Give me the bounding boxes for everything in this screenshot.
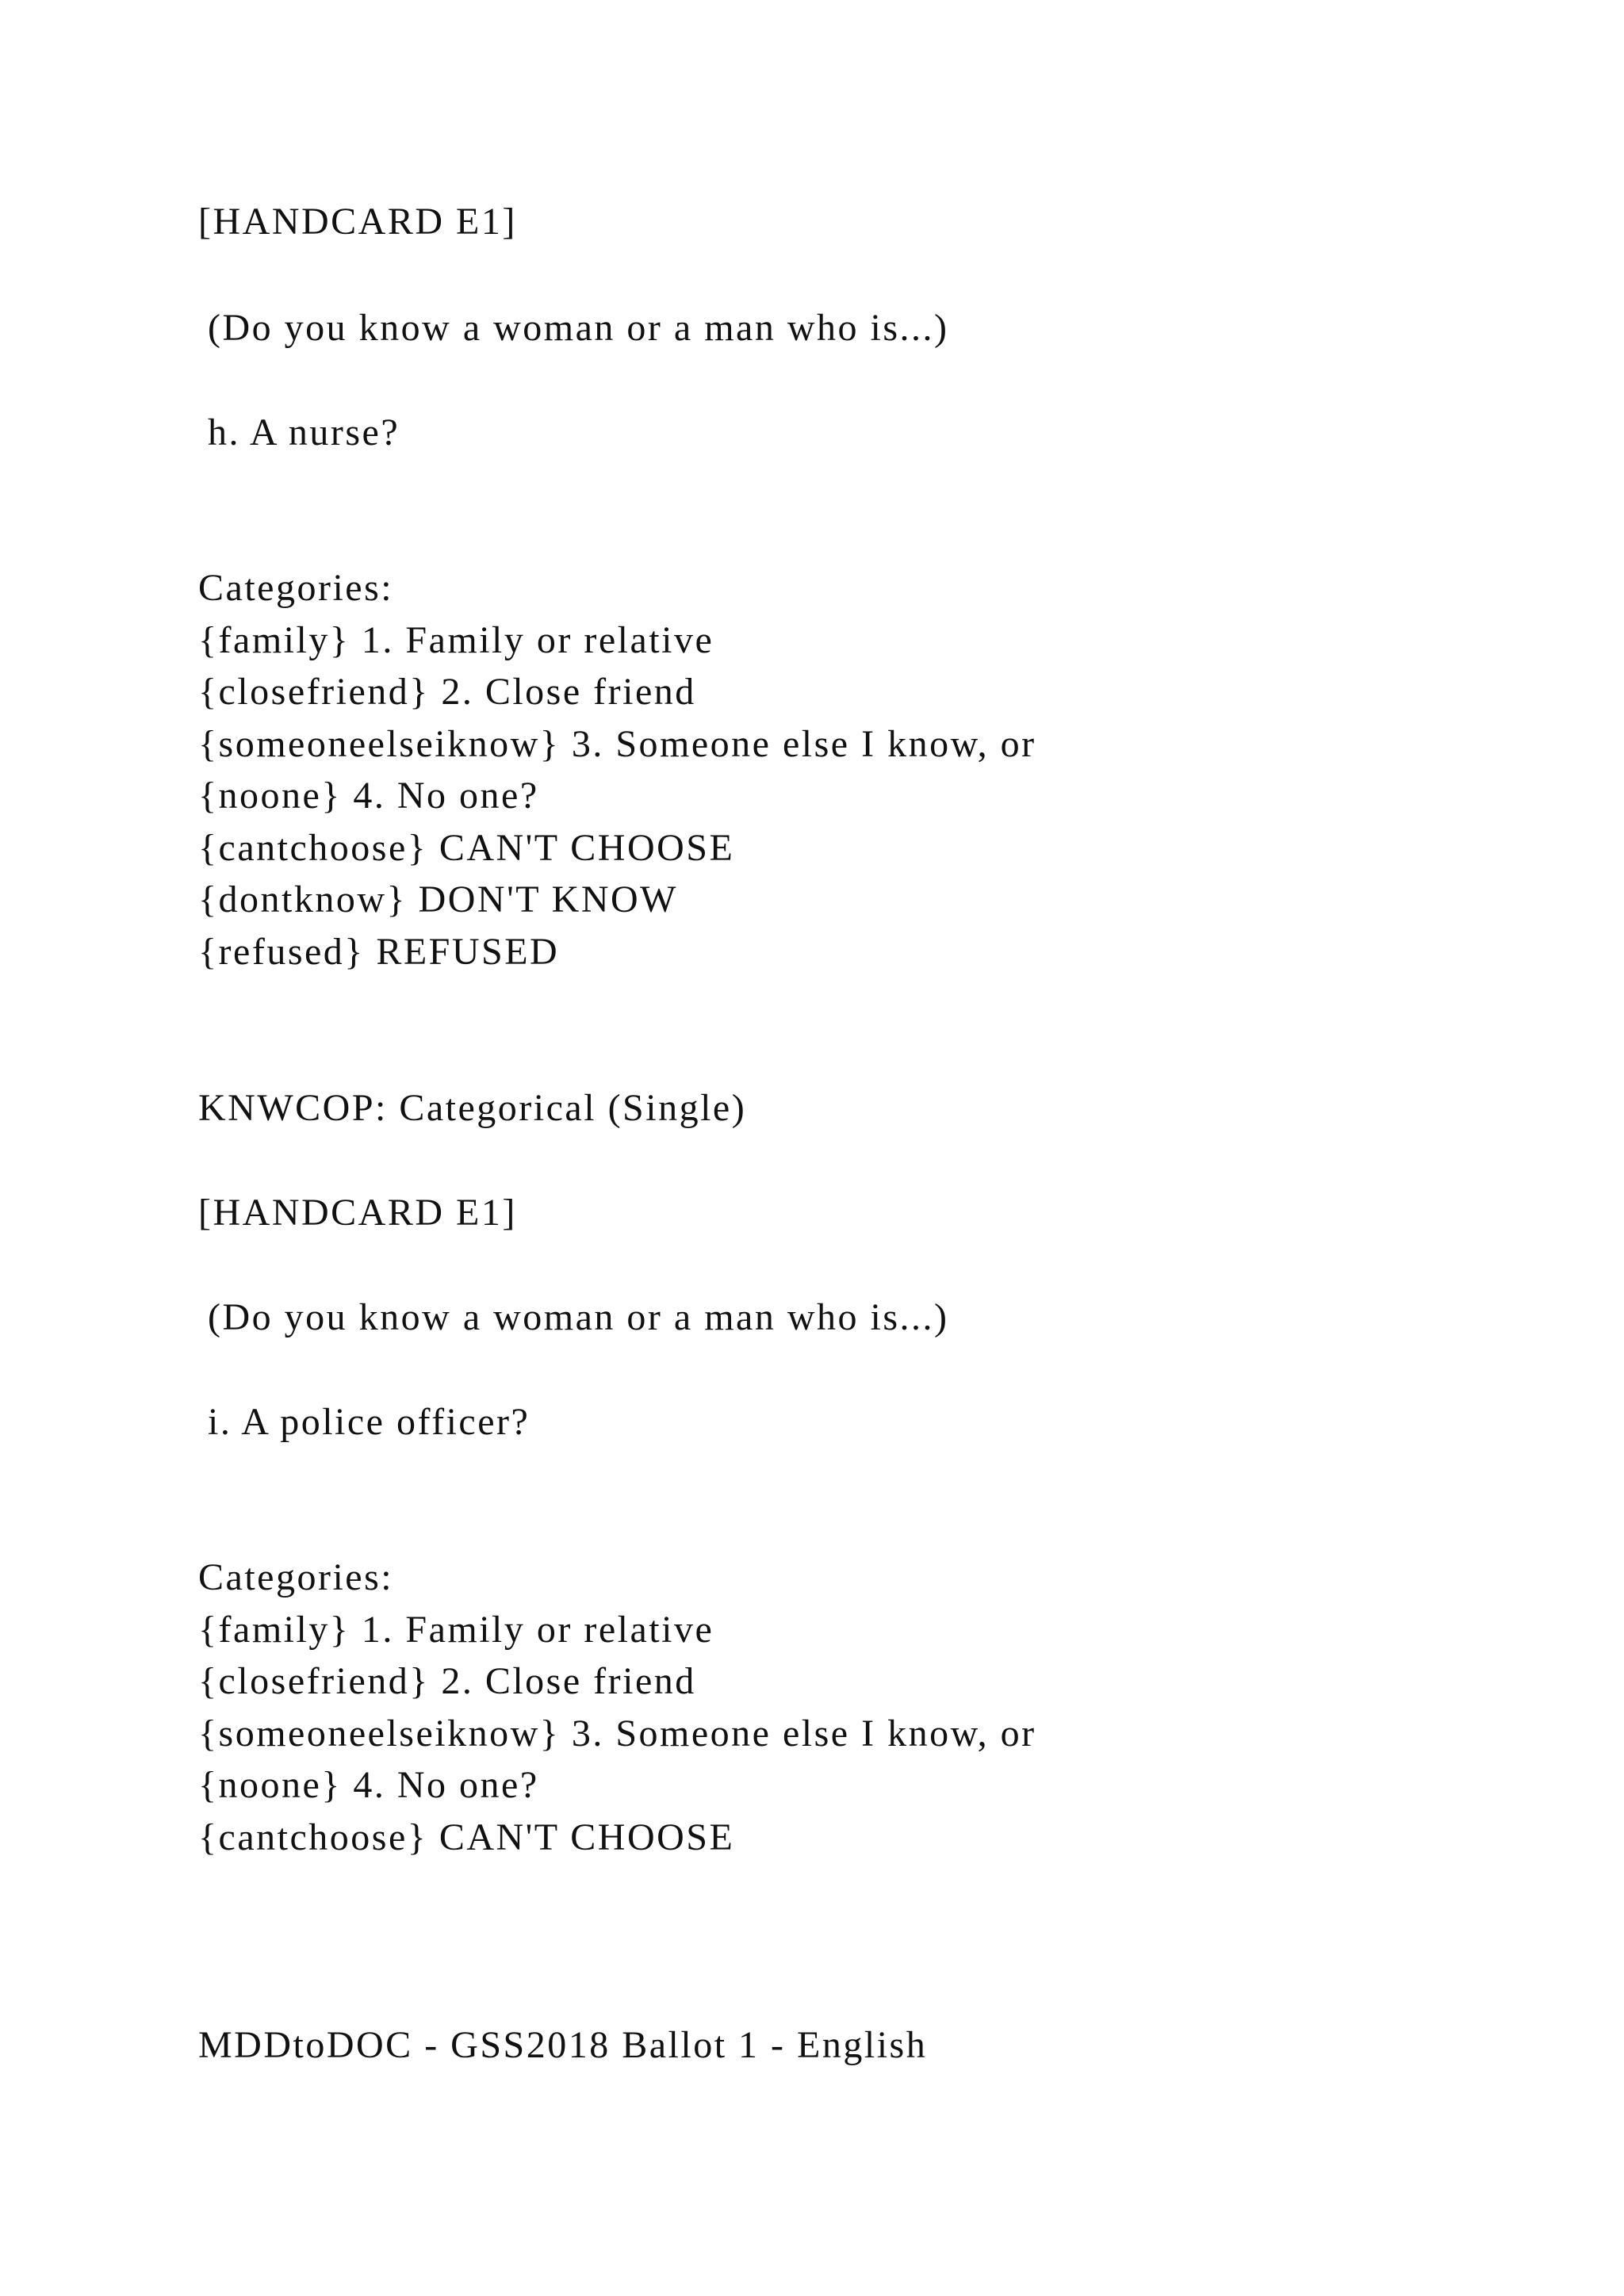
category-item: {noone} 4. No one?	[198, 1764, 539, 1806]
category-item: {cantchoose} CAN'T CHOOSE	[198, 1816, 735, 1858]
categories-heading: Categories:	[198, 1556, 394, 1598]
category-item: {noone} 4. No one?	[198, 775, 539, 817]
category-item: {dontknow} DON'T KNOW	[198, 878, 678, 920]
handcard-label: [HANDCARD E1]	[198, 1192, 517, 1234]
categories-heading: Categories:	[198, 567, 394, 609]
category-item: {family} 1. Family or relative	[198, 619, 714, 661]
variable-header: KNWCOP: Categorical (Single)	[198, 1087, 747, 1129]
handcard-label: [HANDCARD E1]	[198, 201, 517, 243]
question-prompt: (Do you know a woman or a man who is...)	[208, 307, 949, 349]
category-item: {cantchoose} CAN'T CHOOSE	[198, 827, 735, 869]
category-item: {closefriend} 2. Close friend	[198, 671, 696, 713]
category-item: {refused} REFUSED	[198, 931, 560, 973]
page-footer: MDDtoDOC - GSS2018 Ballot 1 - English	[198, 2024, 928, 2066]
category-item: {someoneelseiknow} 3. Someone else I know, or	[198, 723, 1036, 765]
category-item: {family} 1. Family or relative	[198, 1609, 714, 1651]
category-item: {closefriend} 2. Close friend	[198, 1660, 696, 1702]
question-text: h. A nurse?	[208, 411, 400, 453]
question-prompt: (Do you know a woman or a man who is...)	[208, 1296, 949, 1338]
category-item: {someoneelseiknow} 3. Someone else I know, or	[198, 1712, 1036, 1755]
question-text: i. A police officer?	[208, 1401, 530, 1443]
